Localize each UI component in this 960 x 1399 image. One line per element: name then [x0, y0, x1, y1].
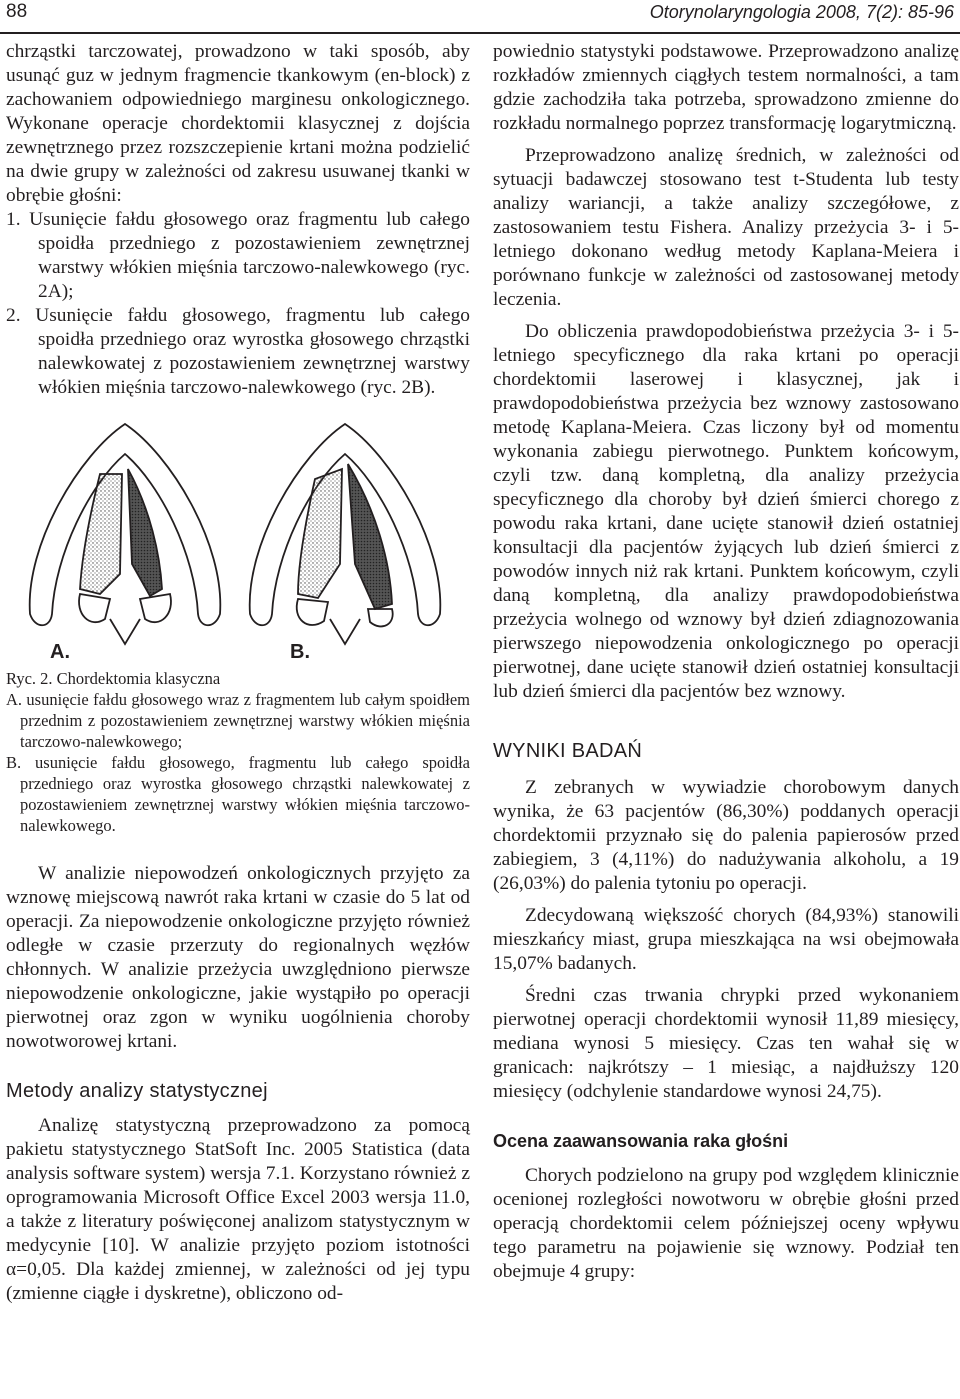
paragraph: Z zebranych w wywiadzie chorobowym danych wynika, że 63 pacjentów (86,30%) poddanych operacji chordektomii przyznało się do palenia papierosów przed zabiegiem, 3 (4,11%) do nadużywania alkoholu, a 19 (26,03%) do palenia tytoniu po operacji. — [493, 777, 959, 894]
right-column — [493, 40, 959, 1284]
section-heading-results: WYNIKI BADAŃ — [493, 740, 643, 762]
panel-a-drawing — [30, 424, 221, 644]
paragraph: Chorych podzielono na grupy pod względem klinicznie ocenionej rozległości nowotworu w obrębie głośni przed operacją chordektomii celem późniejszej oceny wpływu tego parametru na pojawienie się wznowy. Podział ten obejmuje 4 grupy: — [493, 1165, 959, 1282]
paragraph: powiednio statystyki podstawowe. Przeprowadzono analizę rozkładów zmiennych ciągłych testem normalności, a tam gdzie zachodziła taka potrzeba, sprowadzono zmienne do rozkładu normalnego poprzez transformację logarytmiczną. — [493, 41, 959, 134]
list-item: 2. Usunięcie fałdu głosowego, fragmentu lub całego spoidła przedniego oraz wyrostka głosowego chrząstki nalewkowatej z pozostawieniem zewnętrznej warstwy włókien mięśnia tarczowo-nalewkowego (ryc. 2B). — [6, 305, 470, 398]
page-number: 88 — [6, 1, 28, 22]
figure-label-a: A. — [50, 641, 70, 662]
paragraph: Do obliczenia prawdopodobieństwa przeżycia 3- i 5-letniego specyficznego dla raka krtani po operacji chordektomii laserowej i klasycznej, jak i prawdopodobieństwa przeżycia bez wznowy zastosowano metodę Kaplana-Meiera. Czas liczony był od momentu wykonania zabiegu pierwotnego. Punktem końcowym, czyli tzw. daną kompletną, dla analizy przeżycia specyficznego dla choroby był dzień śmierci chorego z powodu raka krtani, dane ucięte stanowił dzień ostatniej konsultacji dla pacjentów żyjących lub dzień śmierci z powodów innych niż rak krtani. Punktem końcowym, czyli daną kompletną, dla analizy prawdopodobieństwa przeżycia wolnego od wznowy był dzień zdiagnozowania pierwszego niepowodzenia onkologicznego po operacji pierwotnej, dane ucięte stanowił dzień ostatniej konsultacji lub dzień śmierci dla pacjentów bez wznowy. — [493, 321, 959, 702]
panel-b-drawing — [250, 424, 441, 644]
section-heading-methods: Metody analizy statystycznej — [6, 1080, 268, 1102]
paragraph: Analizę statystyczną przeprowadzono za pomocą pakietu statystycznego StatSoft Inc. 2005 Statistica (data analysis software system) wersja 7.1. Korzystano również z oprogramowania Microsoft Office Excel 2003 wersja 11.0, a także z literatury poświęconej analizom statystycznym w medycynie [10]. W analizie przyjęto poziom istotności α=0,05. Dla każdej zmiennej, w zależności od jej typu (zmienne ciągłe i dyskretne), obliczono od- — [6, 1115, 470, 1304]
header-rule — [0, 32, 960, 34]
larynx-illustration — [20, 414, 460, 662]
paragraph: Zdecydowaną większość chorych (84,93%) stanowili mieszkańcy miast, grupa mieszkająca na wsi obejmowała 15,07% badanych. — [493, 905, 959, 974]
subsection-heading-stage: Ocena zaawansowania raka głośni — [493, 1131, 789, 1151]
figure-caption — [6, 668, 470, 836]
caption-title: Ryc. 2. Chordektomia klasyczna — [6, 669, 221, 688]
figure-2 — [6, 414, 470, 662]
paragraph: chrząstki tarczowatej, prowadzono w taki sposób, aby usunąć guz w jednym fragmencie tkankowym (en-block) z zachowaniem odpowiedniego marginesu onkologicznego. Wykonane operacje chordektomii klasycznej z dojścia zewnętrznego przez rozszczepienie krtani można podzielić na dwie grupy w zależności od zakresu usuwanej tkanki w obrębie głośni: — [6, 41, 470, 206]
list-item: 1. Usunięcie fałdu głosowego oraz fragmentu lub całego spoidła przedniego z pozostawieniem zewnętrznej warstwy włókien mięśnia tarczowo-nalewkowego (ryc. 2A); — [6, 209, 470, 302]
paragraph: W analizie niepowodzeń onkologicznych przyjęto za wznowę miejscową nawrót raka krtani w czasie do 5 lat od operacji. Za niepowodzenie onkologiczne przyjęto również odległe w czasie przerzuty do regionalnych węzłów chłonnych. W analizie przeżycia uwzględniono pierwsze niepowodzenie onkologiczne, jakie wystąpiło po operacji pierwotnej oraz zgon w wyniku uogólnienia choroby nowotworowej krtani. — [6, 863, 470, 1052]
operation-list — [6, 208, 470, 400]
journal-title: Otorynolaryngologia 2008, 7(2): 85-96 — [649, 2, 954, 22]
paragraph: Przeprowadzono analizę średnich, w zależności od sytuacji badawczej stosowano test t-Studenta lub testy analizy wariancji, a także analizy szczegółowe, z zastosowaniem testu Fishera. Analizy przeżycia 3- i 5-letniego dokonano według metody Kaplana-Meiera i porównano funkcje w zależności od zastosowanej metody leczenia. — [493, 145, 959, 310]
caption-a: A. usunięcie fałdu głosowego wraz z fragmentem lub całym spoidłem przednim z pozostawieniem zewnętrznej warstwy włókien mięśnia tarczowo-nalewkowego; — [6, 690, 470, 751]
caption-b: B. usunięcie fałdu głosowego, fragmentu lub całego spoidła przedniego oraz wyrostka głosowego chrząstki nalewkowatej z pozostawieniem zewnętrznej warstwy włókien mięśnia tarczowo-nalewkowego. — [6, 753, 470, 835]
left-column — [6, 40, 470, 1306]
paragraph: Średni czas trwania chrypki przed wykonaniem pierwotnej operacji chordektomii wynosił 11,89 miesięcy, mediana wynosi 5 miesięcy. Czas ten wahał się w granicach: najkrótszy – 1 miesiąc, a najdłuższy 120 miesięcy (odchylenie standardowe wynosi 24,75). — [493, 985, 959, 1102]
figure-label-b: B. — [290, 641, 310, 662]
